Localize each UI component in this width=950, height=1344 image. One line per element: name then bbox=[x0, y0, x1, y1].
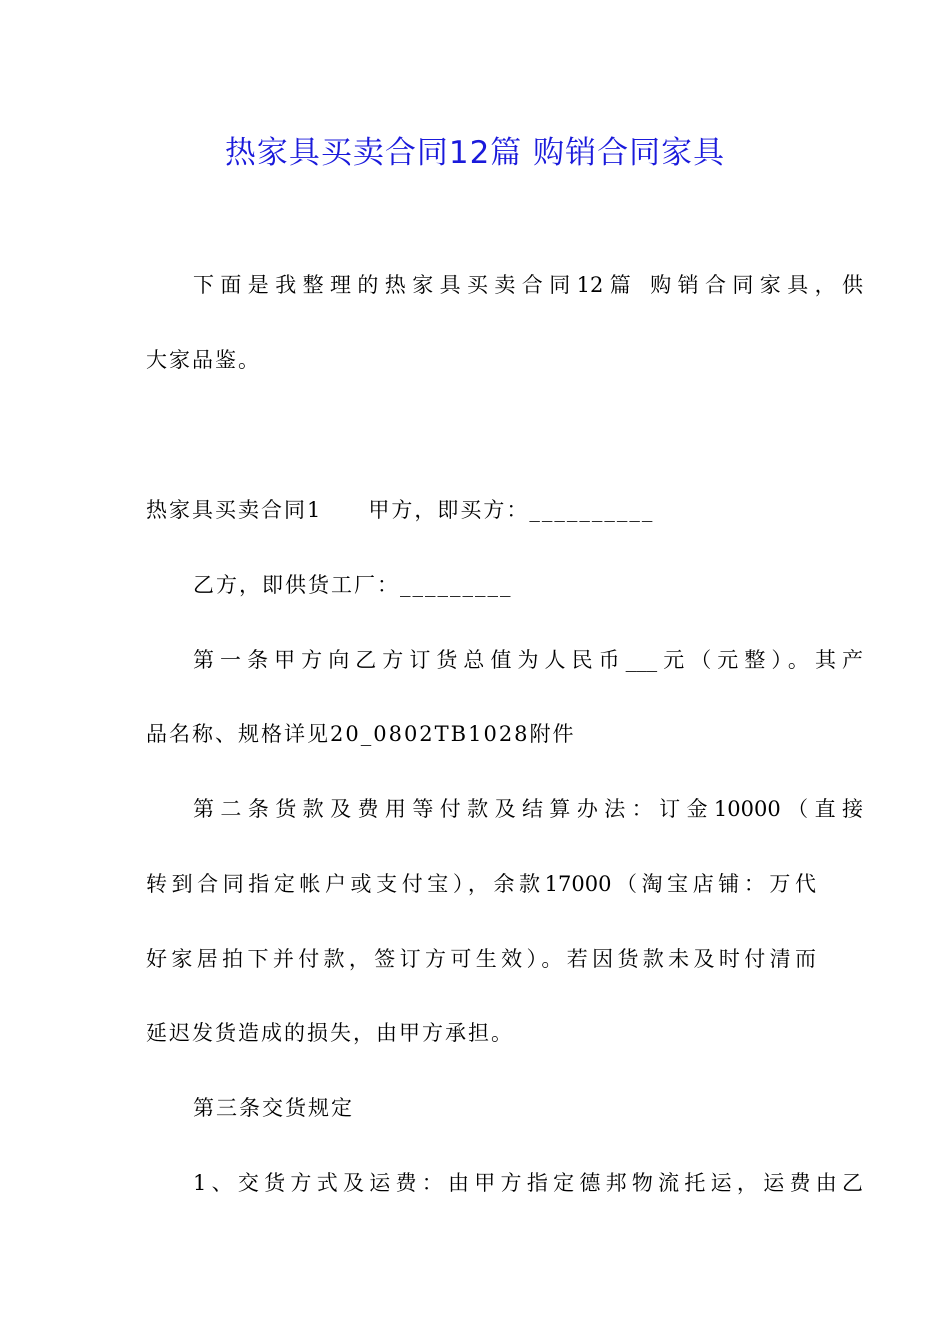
article-2-line-3: 好家居拍下并付款，签订方可生效）。若因货款未及时付清而 bbox=[146, 947, 816, 971]
party-a-line: 甲方，即买方：__________ bbox=[368, 498, 655, 522]
article-1-line-2: 品名称、规格详见20_0802TB1028附件 bbox=[146, 722, 576, 746]
article-2-line-4: 延迟发货造成的损失，由甲方承担。 bbox=[146, 1021, 514, 1045]
paragraph-intro-line-2: 大家品鉴。 bbox=[146, 348, 261, 372]
article-1-line-1: 第一条甲方向乙方订货总值为人民币___元（元整）。其产 bbox=[193, 648, 863, 672]
article-2-line-2: 转到合同指定帐户或支付宝），余款17000（淘宝店铺：万代 bbox=[146, 872, 816, 896]
document-title: 热家具买卖合同12篇 购销合同家具 bbox=[224, 135, 726, 171]
party-b-line: 乙方，即供货工厂：_________ bbox=[193, 573, 513, 597]
article-2-line-1: 第二条货款及费用等付款及结算办法：订金10000（直接 bbox=[193, 797, 863, 821]
contract-heading-line bbox=[146, 494, 816, 526]
article-3-heading: 第三条交货规定 bbox=[193, 1096, 354, 1120]
paragraph-intro-line-1: 下面是我整理的热家具买卖合同12篇 购销合同家具，供 bbox=[193, 273, 863, 297]
article-3-item-1-line-1: 1、交货方式及运费：由甲方指定德邦物流托运，运费由乙 bbox=[193, 1171, 863, 1195]
contract-heading: 热家具买卖合同1 bbox=[146, 498, 323, 522]
